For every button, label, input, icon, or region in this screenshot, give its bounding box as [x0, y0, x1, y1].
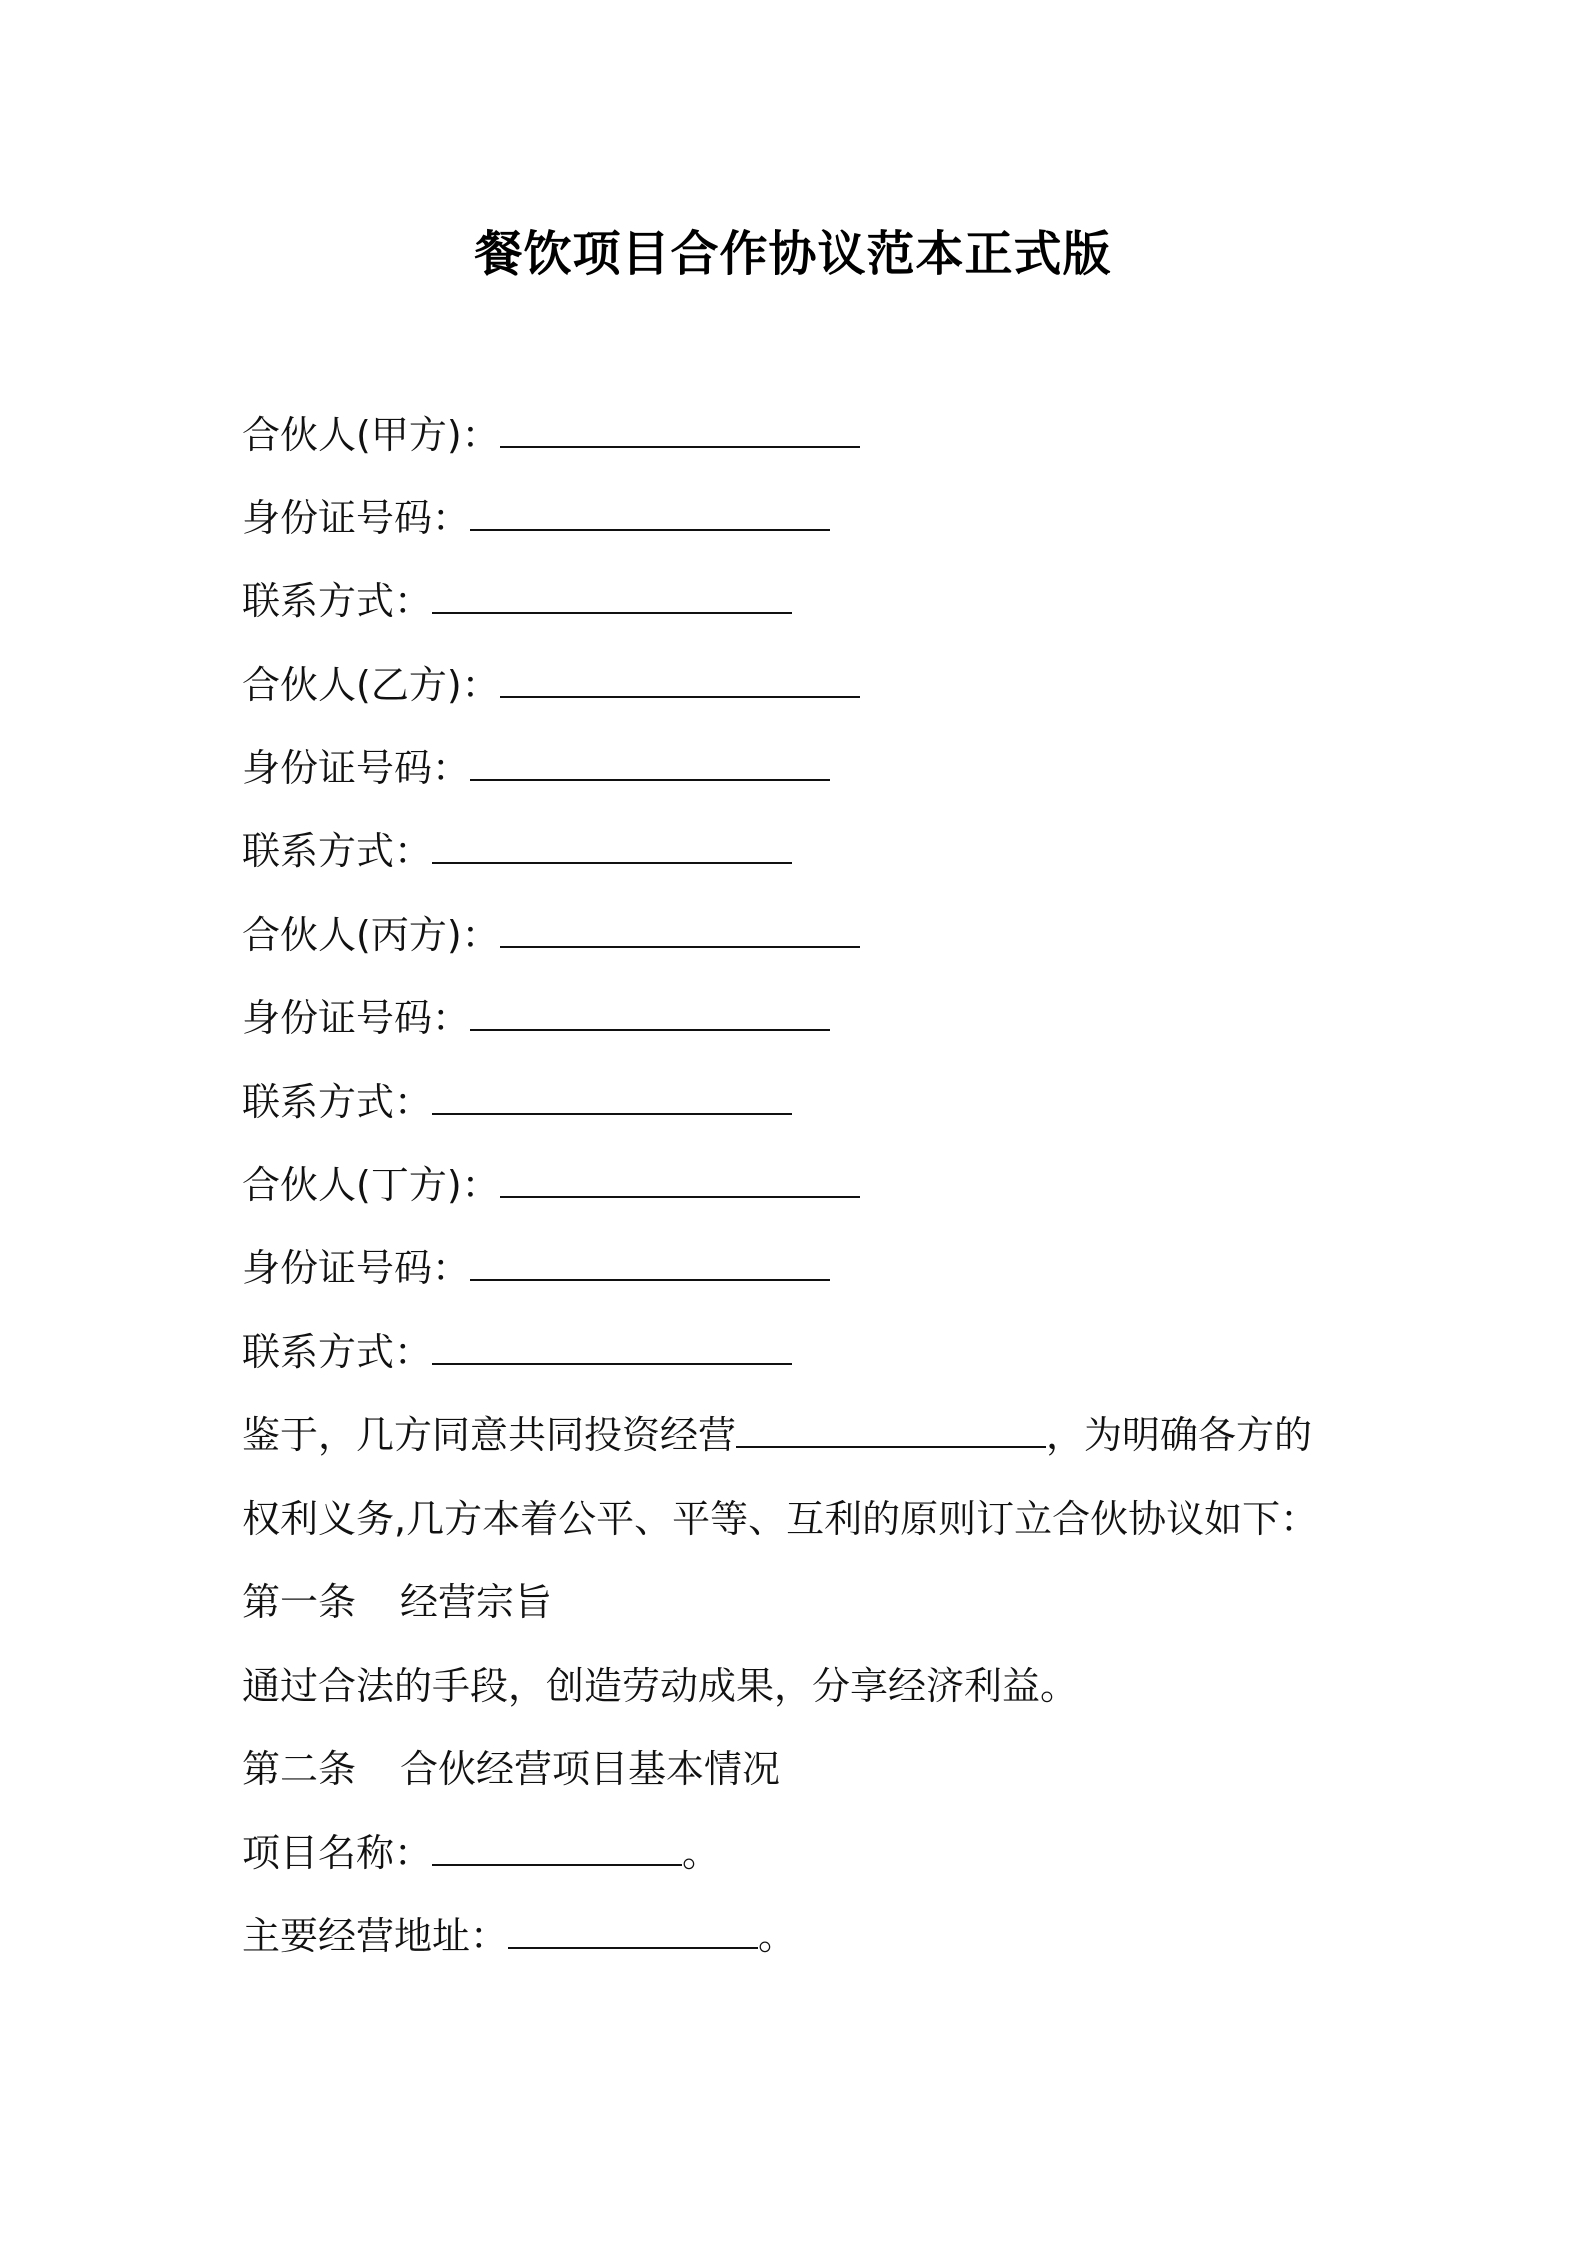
party-c-id-line: [242, 993, 830, 1043]
party-d-partner-label: 合伙人(丁方)：: [242, 1163, 500, 1207]
party-a-contact-line: [242, 576, 792, 626]
article-1-number: 第一条: [242, 1580, 357, 1624]
party-a-id-blank[interactable]: [470, 493, 830, 531]
party-b-id-label: 身份证号码：: [242, 746, 471, 790]
preamble-line-2: 权利义务,几方本着公平、平等、互利的原则订立合伙协议如下：: [242, 1497, 1319, 1541]
preamble-text-after: ，为明确各方的: [1046, 1413, 1313, 1457]
article-2-title: 合伙经营项目基本情况: [400, 1747, 781, 1791]
party-b-partner-line: [242, 660, 860, 710]
party-d-id-blank[interactable]: [470, 1243, 830, 1281]
project-name-label: 项目名称：: [242, 1831, 433, 1875]
party-d-partner-blank[interactable]: [500, 1160, 860, 1198]
party-c-partner-line: [242, 910, 860, 960]
party-b-partner-blank[interactable]: [500, 660, 860, 698]
party-d-contact-line: [242, 1327, 792, 1377]
party-b-id-blank[interactable]: [470, 743, 830, 781]
project-address-blank[interactable]: [508, 1911, 758, 1949]
preamble-line-1: [242, 1410, 1312, 1460]
party-a-partner-line: [242, 410, 860, 460]
article-1-heading: [242, 1577, 552, 1627]
article-1-body: 通过合法的手段，创造劳动成果，分享经济利益。: [242, 1664, 1079, 1708]
project-name-line: [242, 1828, 720, 1878]
party-a-id-label: 身份证号码：: [242, 496, 471, 540]
party-d-id-line: [242, 1243, 830, 1293]
party-a-contact-blank[interactable]: [432, 576, 792, 614]
party-c-contact-line: [242, 1077, 792, 1127]
project-address-line: [242, 1911, 796, 1961]
party-c-id-label: 身份证号码：: [242, 996, 471, 1040]
party-c-id-blank[interactable]: [470, 993, 830, 1031]
party-c-contact-label: 联系方式：: [242, 1080, 433, 1124]
article-2-number: 第二条: [242, 1747, 357, 1791]
party-d-partner-line: [242, 1160, 860, 1210]
project-address-label: 主要经营地址：: [242, 1914, 509, 1958]
preamble-text-before: 鉴于，几方同意共同投资经营: [242, 1413, 737, 1457]
party-d-contact-blank[interactable]: [432, 1327, 792, 1365]
article-1-title: 经营宗旨: [400, 1580, 553, 1624]
party-b-partner-label: 合伙人(乙方)：: [242, 663, 500, 707]
party-d-contact-label: 联系方式：: [242, 1330, 433, 1374]
party-d-id-label: 身份证号码：: [242, 1246, 471, 1290]
business-name-blank[interactable]: [736, 1410, 1046, 1448]
party-a-partner-blank[interactable]: [500, 410, 860, 448]
party-b-contact-label: 联系方式：: [242, 829, 433, 873]
party-a-id-line: [242, 493, 830, 543]
party-b-contact-line: [242, 826, 792, 876]
project-address-end: 。: [758, 1914, 797, 1958]
party-c-partner-label: 合伙人(丙方)：: [242, 913, 500, 957]
page-title: 餐饮项目合作协议范本正式版: [474, 226, 1112, 282]
party-b-id-line: [242, 743, 830, 793]
party-c-contact-blank[interactable]: [432, 1077, 792, 1115]
project-name-end: 。: [682, 1831, 721, 1875]
party-b-contact-blank[interactable]: [432, 826, 792, 864]
party-a-contact-label: 联系方式：: [242, 579, 433, 623]
project-name-blank[interactable]: [432, 1828, 682, 1866]
article-2-heading: [242, 1744, 780, 1794]
party-c-partner-blank[interactable]: [500, 910, 860, 948]
party-a-partner-label: 合伙人(甲方)：: [242, 413, 500, 457]
